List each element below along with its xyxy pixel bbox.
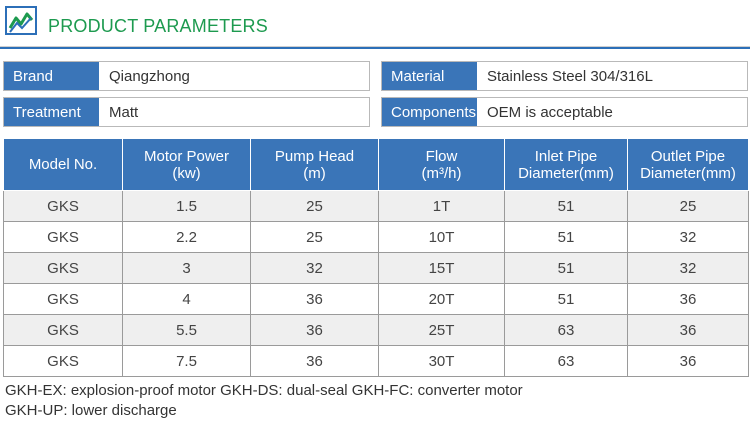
cell-model: GKS — [4, 315, 123, 346]
cell-motor-power: 2.2 — [123, 222, 251, 253]
cell-flow: 30T — [379, 346, 505, 377]
table-row — [4, 191, 749, 222]
attribute-value: Qiangzhong — [99, 62, 369, 90]
cell-outlet-diameter: 32 — [628, 222, 749, 253]
page-title: PRODUCT PARAMETERS — [48, 16, 268, 36]
brand-logo-icon — [5, 6, 39, 36]
cell-model: GKS — [4, 253, 123, 284]
cell-pump-head: 25 — [251, 222, 379, 253]
attribute-value: OEM is acceptable — [477, 98, 747, 126]
cell-flow: 15T — [379, 253, 505, 284]
cell-motor-power: 1.5 — [123, 191, 251, 222]
attribute-key: Treatment — [4, 98, 99, 126]
cell-pump-head: 36 — [251, 315, 379, 346]
cell-inlet-diameter: 51 — [505, 191, 628, 222]
column-header-model: Model No. — [4, 139, 123, 191]
attribute-components — [381, 97, 748, 127]
attribute-treatment — [3, 97, 370, 127]
column-header-pump-head: Pump Head (m) — [251, 139, 379, 191]
cell-outlet-diameter: 36 — [628, 315, 749, 346]
table-row — [4, 346, 749, 377]
cell-outlet-diameter: 36 — [628, 346, 749, 377]
cell-motor-power: 7.5 — [123, 346, 251, 377]
cell-outlet-diameter: 25 — [628, 191, 749, 222]
column-header-motor-power: Motor Power (kw) — [123, 139, 251, 191]
header-accent-line — [0, 47, 750, 49]
table-row — [4, 284, 749, 315]
cell-inlet-diameter: 51 — [505, 222, 628, 253]
cell-model: GKS — [4, 191, 123, 222]
cell-model: GKS — [4, 284, 123, 315]
attribute-key: Components — [382, 98, 477, 126]
cell-inlet-diameter: 51 — [505, 253, 628, 284]
cell-flow: 10T — [379, 222, 505, 253]
cell-flow: 1T — [379, 191, 505, 222]
column-header-inlet-pipe: Inlet Pipe Diameter(mm) — [505, 139, 628, 191]
cell-flow: 25T — [379, 315, 505, 346]
attribute-key: Brand — [4, 62, 99, 90]
cell-motor-power: 4 — [123, 284, 251, 315]
table-header-row — [4, 139, 749, 191]
cell-pump-head: 32 — [251, 253, 379, 284]
model-variant-note: GKH-EX: explosion-proof motor GKH-DS: dual-seal GKH-FC: converter motor — [5, 382, 523, 399]
model-variant-note: GKH-UP: lower discharge — [5, 402, 177, 419]
cell-inlet-diameter: 63 — [505, 315, 628, 346]
cell-pump-head: 36 — [251, 346, 379, 377]
attribute-value: Stainless Steel 304/316L — [477, 62, 747, 90]
cell-outlet-diameter: 32 — [628, 253, 749, 284]
parameters-table — [3, 138, 749, 377]
cell-outlet-diameter: 36 — [628, 284, 749, 315]
section-header — [0, 0, 750, 50]
table-row — [4, 315, 749, 346]
cell-model: GKS — [4, 346, 123, 377]
column-header-outlet-pipe: Outlet Pipe Diameter(mm) — [628, 139, 749, 191]
cell-pump-head: 25 — [251, 191, 379, 222]
attribute-material — [381, 61, 748, 91]
cell-inlet-diameter: 63 — [505, 346, 628, 377]
column-header-flow: Flow (m³/h) — [379, 139, 505, 191]
cell-flow: 20T — [379, 284, 505, 315]
table-row — [4, 253, 749, 284]
cell-inlet-diameter: 51 — [505, 284, 628, 315]
cell-pump-head: 36 — [251, 284, 379, 315]
attribute-brand — [3, 61, 370, 91]
cell-motor-power: 5.5 — [123, 315, 251, 346]
table-row — [4, 222, 749, 253]
attribute-key: Material — [382, 62, 477, 90]
cell-model: GKS — [4, 222, 123, 253]
cell-motor-power: 3 — [123, 253, 251, 284]
attribute-value: Matt — [99, 98, 369, 126]
